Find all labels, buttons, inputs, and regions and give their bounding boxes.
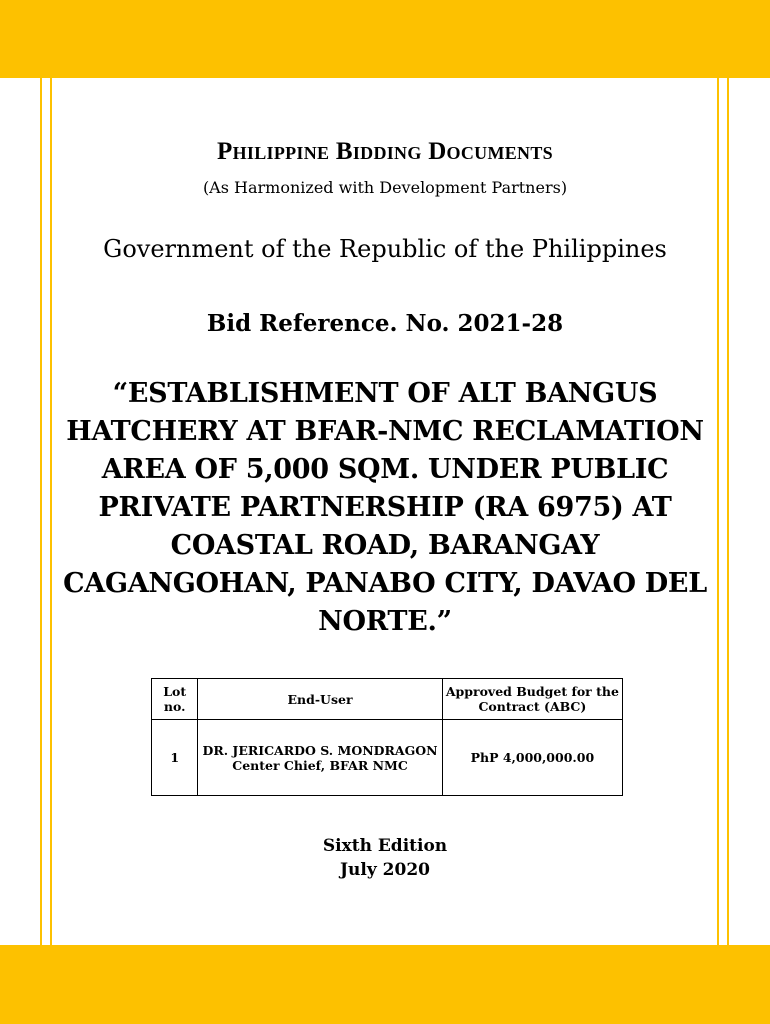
border-line-right-inner [717,78,719,945]
border-line-left-outer [40,78,42,945]
cell-end-user [198,720,442,796]
bottom-banner [0,945,770,1024]
bid-reference: Bid Reference. No. 2021-28 [206,310,564,337]
cell-abc-amount: PhP 4,000,000.00 [442,720,622,796]
edition-block [0,834,770,882]
document-subtitle: (As Harmonized with Development Partners) [202,178,568,197]
project-title: “ESTABLISHMENT OF ALT BANGUS HATCHERY AT BFAR-NMC RECLAMATION AREA OF 5,000 SQM. UNDER PUBLIC PRIVATE PARTNERSHIP (RA 6975) AT COASTAL ROAD, BARANGAY CAGANGOHAN, PANABO CITY, DAVAO DEL NORTE.” [63,378,707,637]
document-title: Philippine Bidding Documents [217,138,553,165]
edition-date: July 2020 [340,860,430,880]
top-banner [0,0,770,78]
border-line-left-inner [50,78,52,945]
header-abc: Approved Budget for the Contract (ABC) [442,679,622,720]
lot-table [151,678,623,796]
table-row [152,720,623,796]
edition-label: Sixth Edition [322,836,448,856]
cell-lot-number: 1 [152,720,198,796]
end-user-title: Center Chief, BFAR NMC [232,757,408,773]
end-user-name: DR. JERICARDO S. MONDRAGON [202,742,438,758]
header-end-user: End-User [198,679,442,720]
government-heading: Government of the Republic of the Philippines [103,235,667,263]
header-lot: Lot no. [152,679,198,720]
table-header-row [152,679,623,720]
border-line-right-outer [727,78,729,945]
